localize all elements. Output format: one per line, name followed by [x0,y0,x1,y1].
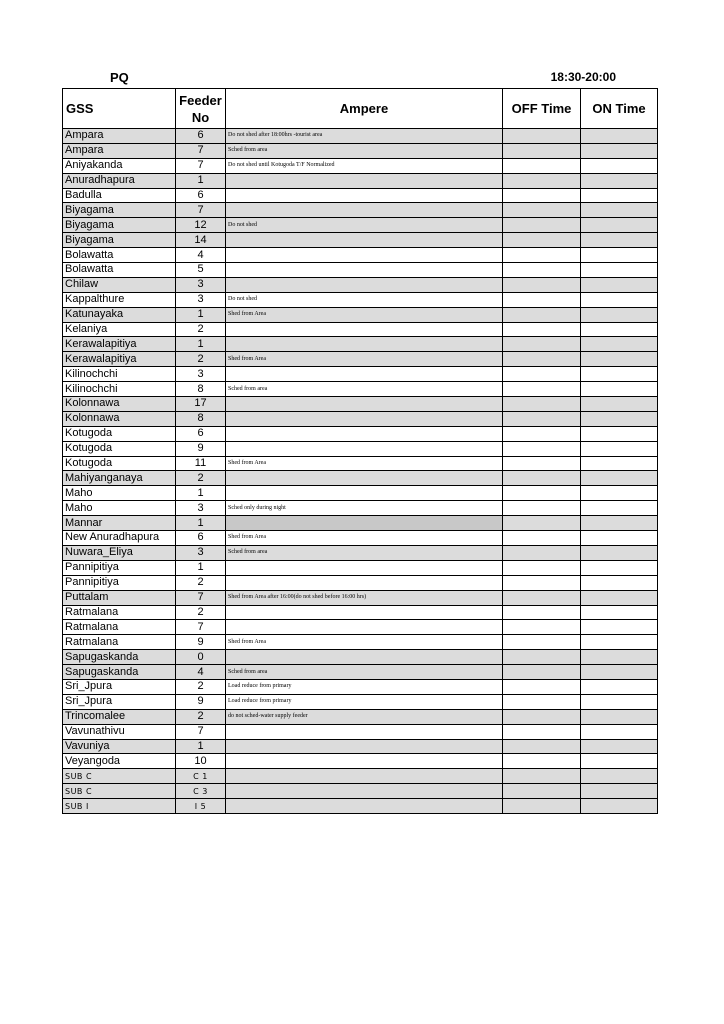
cell-on-time [581,650,658,665]
cell-ampere: Sched from area [226,382,503,397]
cell-feeder-no: 1 [176,516,226,531]
table-row [63,531,658,546]
cell-gss: Kelaniya [63,322,176,337]
table-row [63,799,658,814]
cell-on-time [581,248,658,263]
cell-ampere [226,784,503,799]
cell-off-time [503,605,581,620]
cell-gss: Pannipitiya [63,560,176,575]
column-header-off-time: OFF Time [503,89,581,129]
cell-ampere [226,263,503,278]
cell-ampere [226,575,503,590]
table-row [63,129,658,144]
cell-ampere [226,173,503,188]
cell-feeder-no: 2 [176,679,226,694]
cell-on-time [581,307,658,322]
cell-gss: Maho [63,501,176,516]
cell-off-time [503,456,581,471]
cell-on-time [581,203,658,218]
cell-gss: Biyagama [63,203,176,218]
cell-gss: Maho [63,486,176,501]
cell-gss: Kerawalapitiya [63,352,176,367]
cell-on-time [581,694,658,709]
cell-off-time [503,143,581,158]
cell-ampere: Sched only during night [226,501,503,516]
cell-feeder-no: 7 [176,620,226,635]
cell-off-time [503,218,581,233]
table-row [63,322,658,337]
cell-gss: Nuwara_Eliya [63,545,176,560]
cell-off-time [503,129,581,144]
cell-feeder-no: 1 [176,173,226,188]
cell-ampere [226,769,503,784]
cell-ampere: Shed from Area after 16:00(do not shed before 16:00 hrs) [226,590,503,605]
cell-on-time [581,665,658,680]
table-header-row [63,89,658,129]
cell-feeder-no: 14 [176,233,226,248]
cell-off-time [503,233,581,248]
cell-off-time [503,620,581,635]
cell-ampere [226,426,503,441]
cell-gss: Bolawatta [63,248,176,263]
cell-ampere: Sched from area [226,665,503,680]
cell-ampere [226,486,503,501]
cell-gss: Kolonnawa [63,411,176,426]
cell-on-time [581,352,658,367]
cell-gss: Vavuniya [63,739,176,754]
column-header-on-time: ON Time [581,89,658,129]
cell-on-time [581,233,658,248]
cell-on-time [581,799,658,814]
cell-feeder-no: 3 [176,545,226,560]
table-row [63,501,658,516]
table-row [63,724,658,739]
cell-ampere [226,620,503,635]
cell-feeder-no: 3 [176,367,226,382]
cell-on-time [581,635,658,650]
table-row [63,411,658,426]
cell-ampere [226,471,503,486]
cell-ampere: Shed from Area [226,456,503,471]
cell-on-time [581,292,658,307]
cell-gss: Biyagama [63,233,176,248]
cell-feeder-no: 7 [176,158,226,173]
cell-feeder-no: 0 [176,650,226,665]
cell-gss: Kotugoda [63,456,176,471]
cell-off-time [503,560,581,575]
table-row [63,367,658,382]
cell-ampere: Sched from area [226,545,503,560]
table-row [63,233,658,248]
cell-on-time [581,218,658,233]
cell-off-time [503,650,581,665]
cell-feeder-no: 7 [176,143,226,158]
cell-off-time [503,411,581,426]
cell-ampere [226,441,503,456]
table-row [63,173,658,188]
cell-off-time [503,694,581,709]
column-header-ampere: Ampere [226,89,503,129]
cell-gss: Sapugaskanda [63,665,176,680]
table-row [63,516,658,531]
cell-on-time [581,754,658,769]
load-shedding-table [62,88,658,814]
cell-on-time [581,516,658,531]
cell-gss: Vavunathivu [63,724,176,739]
cell-gss: Veyangoda [63,754,176,769]
cell-gss: Mannar [63,516,176,531]
cell-ampere: Load reduce from primary [226,679,503,694]
cell-feeder-no: 7 [176,724,226,739]
table-row [63,784,658,799]
table-row [63,397,658,412]
table-row [63,605,658,620]
table-row [63,590,658,605]
cell-on-time [581,486,658,501]
cell-gss: Sri_Jpura [63,679,176,694]
cell-ampere: Do not shed until Kotugoda T/F Normalized [226,158,503,173]
cell-gss: Kilinochchi [63,382,176,397]
cell-off-time [503,173,581,188]
table-row [63,218,658,233]
cell-on-time [581,560,658,575]
table-row [63,143,658,158]
cell-on-time [581,590,658,605]
cell-on-time [581,426,658,441]
cell-feeder-no: 3 [176,277,226,292]
cell-feeder-no: C 1 [176,769,226,784]
table-row [63,277,658,292]
cell-on-time [581,397,658,412]
cell-off-time [503,531,581,546]
cell-feeder-no: 1 [176,486,226,501]
cell-off-time [503,397,581,412]
cell-feeder-no: 2 [176,605,226,620]
cell-feeder-no: 2 [176,709,226,724]
table-row [63,769,658,784]
cell-gss: Kolonnawa [63,397,176,412]
cell-gss: Kappalthure [63,292,176,307]
cell-gss: Anuradhapura [63,173,176,188]
cell-off-time [503,724,581,739]
cell-feeder-no: 6 [176,426,226,441]
cell-off-time [503,307,581,322]
cell-feeder-no: 2 [176,471,226,486]
cell-ampere [226,322,503,337]
cell-gss: New Anuradhapura [63,531,176,546]
cell-on-time [581,143,658,158]
cell-on-time [581,277,658,292]
table-row [63,694,658,709]
cell-on-time [581,456,658,471]
cell-gss: Kotugoda [63,441,176,456]
cell-gss: Ampara [63,129,176,144]
cell-off-time [503,188,581,203]
cell-off-time [503,575,581,590]
table-row [63,441,658,456]
cell-ampere: Do not shed [226,292,503,307]
cell-ampere [226,754,503,769]
cell-gss: SUB C [63,769,176,784]
cell-off-time [503,441,581,456]
cell-on-time [581,605,658,620]
cell-on-time [581,471,658,486]
cell-off-time [503,203,581,218]
cell-feeder-no: 2 [176,322,226,337]
cell-feeder-no: 9 [176,635,226,650]
cell-ampere [226,799,503,814]
cell-ampere [226,650,503,665]
table-row [63,620,658,635]
cell-off-time [503,292,581,307]
cell-on-time [581,188,658,203]
cell-feeder-no: 12 [176,218,226,233]
cell-ampere: Do not shed after 18:00hrs -tourist area [226,129,503,144]
cell-on-time [581,129,658,144]
cell-off-time [503,471,581,486]
cell-off-time [503,739,581,754]
cell-ampere [226,203,503,218]
cell-off-time [503,486,581,501]
table-row [63,560,658,575]
cell-feeder-no: 4 [176,665,226,680]
cell-gss: Sri_Jpura [63,694,176,709]
cell-on-time [581,501,658,516]
cell-on-time [581,679,658,694]
cell-ampere: Load reduce from primary [226,694,503,709]
cell-ampere [226,277,503,292]
cell-gss: Katunayaka [63,307,176,322]
cell-on-time [581,367,658,382]
cell-off-time [503,516,581,531]
header-label: PQ [110,70,129,85]
table-body [63,129,658,814]
table-row [63,307,658,322]
cell-ampere [226,560,503,575]
cell-gss: Aniyakanda [63,158,176,173]
cell-gss: Badulla [63,188,176,203]
cell-feeder-no: C 3 [176,784,226,799]
cell-gss: Biyagama [63,218,176,233]
cell-on-time [581,531,658,546]
cell-off-time [503,769,581,784]
cell-feeder-no: 11 [176,456,226,471]
cell-off-time [503,799,581,814]
table-row [63,471,658,486]
cell-ampere: Shed from Area [226,531,503,546]
cell-ampere [226,516,503,531]
table-row [63,545,658,560]
cell-on-time [581,724,658,739]
table-row [63,158,658,173]
cell-ampere [226,367,503,382]
cell-feeder-no: 9 [176,694,226,709]
cell-on-time [581,769,658,784]
cell-off-time [503,590,581,605]
cell-on-time [581,322,658,337]
cell-off-time [503,367,581,382]
cell-off-time [503,248,581,263]
table-row [63,486,658,501]
cell-ampere [226,397,503,412]
cell-on-time [581,709,658,724]
cell-gss: SUB I [63,799,176,814]
cell-gss: Chilaw [63,277,176,292]
cell-off-time [503,158,581,173]
cell-feeder-no: 6 [176,531,226,546]
cell-gss: Ampara [63,143,176,158]
table-row [63,352,658,367]
table-row [63,635,658,650]
cell-gss: Ratmalana [63,620,176,635]
cell-feeder-no: 8 [176,411,226,426]
cell-feeder-no: 5 [176,263,226,278]
table-row [63,337,658,352]
cell-feeder-no: 1 [176,739,226,754]
cell-gss: Kotugoda [63,426,176,441]
cell-feeder-no: 3 [176,501,226,516]
table-row [63,754,658,769]
table-row [63,426,658,441]
cell-off-time [503,784,581,799]
cell-gss: Pannipitiya [63,575,176,590]
cell-on-time [581,739,658,754]
cell-feeder-no: 1 [176,560,226,575]
cell-ampere: do not sched-water supply feeder [226,709,503,724]
cell-ampere [226,248,503,263]
column-header-feeder-text: Feeder No [179,92,222,125]
cell-feeder-no: 1 [176,337,226,352]
cell-feeder-no: 17 [176,397,226,412]
column-header-feeder [176,89,226,129]
cell-feeder-no: 2 [176,575,226,590]
cell-gss: Ratmalana [63,635,176,650]
cell-on-time [581,337,658,352]
cell-on-time [581,575,658,590]
cell-ampere: Sched from area [226,143,503,158]
table-row [63,188,658,203]
cell-off-time [503,263,581,278]
cell-off-time [503,754,581,769]
cell-feeder-no: 7 [176,590,226,605]
cell-ampere [226,233,503,248]
cell-feeder-no: 9 [176,441,226,456]
table-row [63,575,658,590]
cell-off-time [503,277,581,292]
cell-ampere [226,188,503,203]
cell-on-time [581,173,658,188]
cell-ampere: Do not shed [226,218,503,233]
cell-on-time [581,784,658,799]
page-header [62,70,656,88]
cell-gss: Bolawatta [63,263,176,278]
cell-gss: Mahiyanganaya [63,471,176,486]
cell-on-time [581,263,658,278]
table-row [63,679,658,694]
cell-feeder-no: 2 [176,352,226,367]
table-row [63,292,658,307]
cell-feeder-no: 4 [176,248,226,263]
table-row [63,456,658,471]
cell-ampere: Shed from Area [226,635,503,650]
cell-off-time [503,545,581,560]
table-row [63,248,658,263]
table-row [63,650,658,665]
cell-feeder-no: 10 [176,754,226,769]
table-row [63,709,658,724]
cell-off-time [503,709,581,724]
cell-ampere [226,605,503,620]
cell-feeder-no: 1 [176,307,226,322]
cell-off-time [503,426,581,441]
column-header-gss: GSS [63,89,176,129]
cell-feeder-no: I 5 [176,799,226,814]
cell-off-time [503,665,581,680]
cell-ampere: Shed from Area [226,352,503,367]
table-row [63,665,658,680]
cell-on-time [581,158,658,173]
cell-feeder-no: 3 [176,292,226,307]
cell-ampere [226,739,503,754]
cell-ampere [226,724,503,739]
cell-off-time [503,322,581,337]
cell-feeder-no: 7 [176,203,226,218]
cell-on-time [581,382,658,397]
table-row [63,382,658,397]
cell-feeder-no: 8 [176,382,226,397]
cell-feeder-no: 6 [176,188,226,203]
table-row [63,203,658,218]
cell-off-time [503,635,581,650]
cell-gss: Kilinochchi [63,367,176,382]
cell-gss: SUB C [63,784,176,799]
cell-off-time [503,382,581,397]
cell-off-time [503,337,581,352]
cell-gss: Ratmalana [63,605,176,620]
cell-gss: Trincomalee [63,709,176,724]
table-row [63,263,658,278]
header-time-range: 18:30-20:00 [550,70,616,84]
cell-ampere: Shed from Area [226,307,503,322]
cell-ampere [226,337,503,352]
cell-off-time [503,679,581,694]
cell-off-time [503,352,581,367]
cell-on-time [581,411,658,426]
cell-gss: Kerawalapitiya [63,337,176,352]
cell-on-time [581,545,658,560]
table-row [63,739,658,754]
cell-feeder-no: 6 [176,129,226,144]
cell-on-time [581,620,658,635]
cell-gss: Sapugaskanda [63,650,176,665]
cell-on-time [581,441,658,456]
cell-gss: Puttalam [63,590,176,605]
cell-off-time [503,501,581,516]
cell-ampere [226,411,503,426]
